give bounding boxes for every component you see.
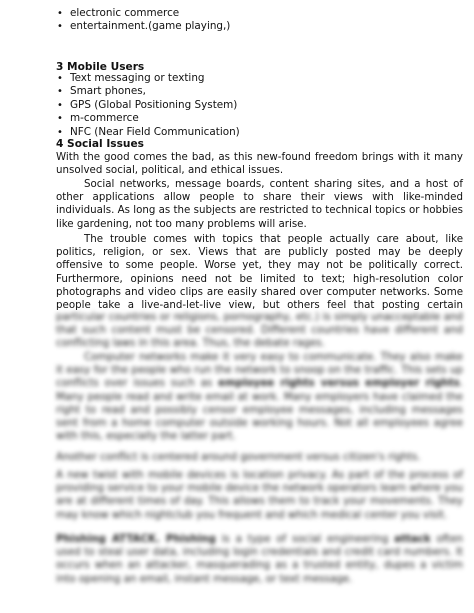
- section-heading-social-issues: 4 Social Issues: [56, 138, 144, 150]
- text-run: is a type of social engineering: [215, 533, 395, 545]
- paragraph: The trouble comes with topics that people actually care about, like politics, religion, or sex. Views that are publicly posted may be deeply offensive to some people. Worse yet, they may not be politically correct. Furthermore, opinions need not be limited to text; high-resolution color photographs and video clips are easily shared over computer networks. Some people take a live-and-let-live view, but others feel that posting certain: [56, 233, 463, 312]
- blurred-paragraph: Another conflict is centered around government versus citizen's rights.: [56, 451, 421, 463]
- list-item: • Text messaging or texting: [0, 72, 240, 85]
- blurred-paragraph: [56, 533, 463, 586]
- text-run: often used to steal user data, including login credentials and credit card numbers. It occurs when an attacker, masquerading as a trusted entity, dupes a victim into opening an email, instant message, or text message.: [56, 533, 464, 585]
- blurred-paragraph: [56, 351, 463, 443]
- bold-text-run: Phishing ATTACK. Phishing: [56, 533, 216, 545]
- text-run: Computer networks make it very easy to communicate. They also make it easy for the people who run the network to snoop on the traffic. This sets up conflicts over issues such as: [56, 351, 463, 390]
- list-item: • GPS (Global Positioning System): [0, 99, 240, 112]
- bullet-list-mobile-users: [0, 72, 240, 139]
- bold-text-run: attack: [394, 533, 431, 545]
- bullet-list-internet-uses: [0, 7, 230, 34]
- list-item: • Smart phones,: [0, 85, 240, 98]
- list-item: • m-commerce: [0, 112, 240, 125]
- text-run: . Many people read and write email at work. Many employers have claimed the right to read and possibly censor employee messages, including messages sent from a home computer outside working hours. Not all employees agree with this, especially the latter part.: [56, 377, 463, 443]
- blurred-preview-region: [0, 311, 474, 613]
- list-item: • electronic commerce: [0, 7, 230, 20]
- list-item: • NFC (Near Field Communication): [0, 126, 240, 139]
- blurred-paragraph: particular countries or religions, pornography, etc.) is simply unacceptable and that such content must be censored. Different countries have different and conflicting laws in this area. Thus, the debate rages.: [56, 311, 463, 350]
- section-heading-mobile-users: 3 Mobile Users: [56, 61, 145, 73]
- bold-text-run: employee rights versus employer rights: [218, 377, 460, 390]
- paragraph: Social networks, message boards, content sharing sites, and a host of other applications allow people to share their views with like-minded individuals. As long as the subjects are restricted to technical topics or hobbies like gardening, not too many problems will arise.: [56, 178, 463, 230]
- paragraph: With the good comes the bad, as this new-found freedom brings with it many unsolved social, political, and ethical issues.: [56, 151, 463, 177]
- list-item: • entertainment.(game playing,): [0, 20, 230, 33]
- blurred-paragraph: A new twist with mobile devices is location privacy. As part of the process of providing service to your mobile device the network operators learn where you are at different times of day. This allows them to track your movements. They may know which nightclub you frequent and which medical center you visit.: [56, 469, 463, 521]
